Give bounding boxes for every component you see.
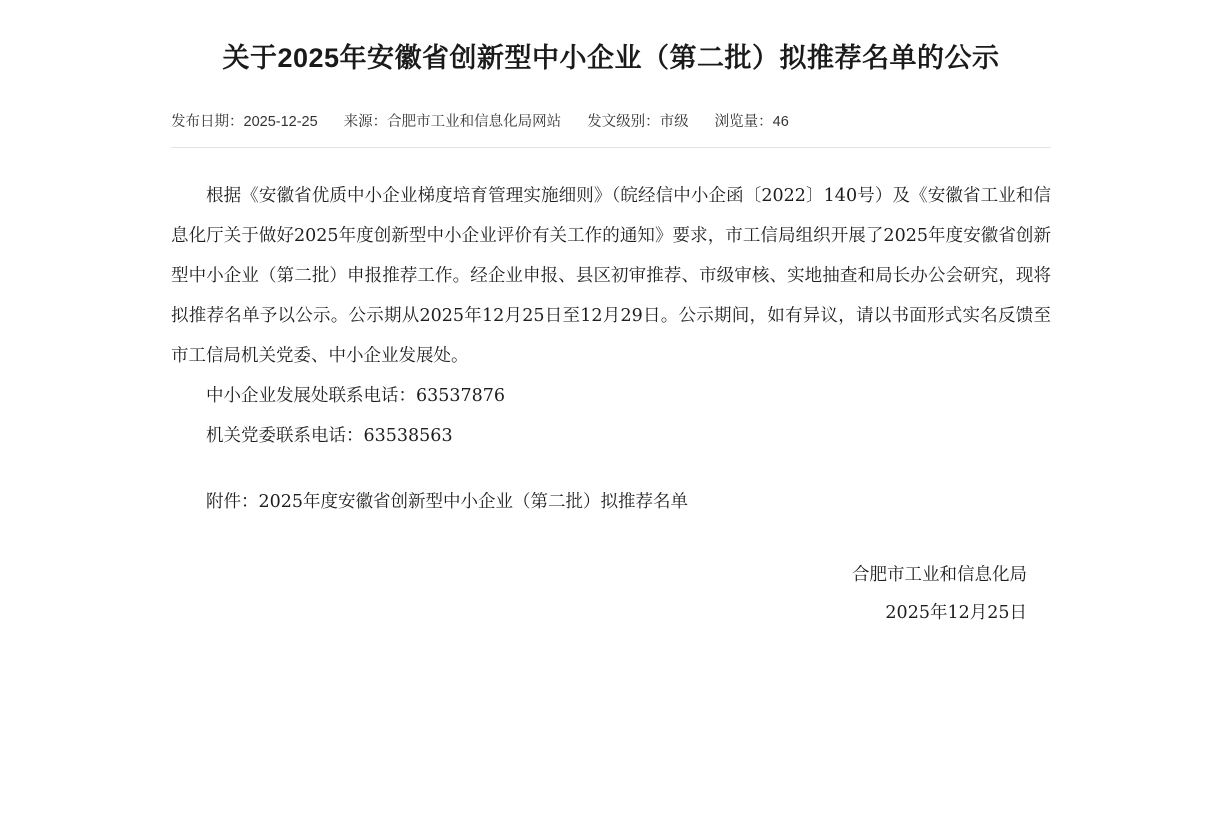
signature-date: 2025年12月25日 <box>885 603 1027 623</box>
meta-source <box>344 110 562 131</box>
signature-block <box>171 556 1051 632</box>
body-paragraph-3: 机关党委联系电话：63538563 <box>206 426 453 446</box>
meta-views-value: 46 <box>772 114 789 130</box>
article-container <box>171 0 1051 632</box>
article-body <box>171 176 1051 522</box>
attachment-line: 附件：2025年度安徽省创新型中小企业（第二批）拟推荐名单 <box>206 492 689 512</box>
meta-source-label: 来源： <box>343 114 388 130</box>
meta-source-value: 合肥市工业和信息化局网站 <box>387 114 562 130</box>
article-meta <box>171 110 1051 148</box>
meta-publish-date-value: 2025-12-25 <box>243 114 318 130</box>
body-paragraph-1: 根据《安徽省优质中小企业梯度培育管理实施细则》（皖经信中小企函〔2022〕140号）及《安徽省工业和信息化厅关于做好2025年度创新型中小企业评价有关工作的通知》要求，市工信局组织开展了2025年度安徽省创新型中小企业（第二批）申报推荐工作。经企业申报、县区初审推荐、市级审核、实地抽查和局长办公会研究，现将拟推荐名单予以公示。公示期从2025年12月25日至12月29日。公示期间，如有异议，请以书面形式实名反馈至市工信局机关党委、中小企业发展处。 <box>171 186 1051 366</box>
meta-level <box>587 110 689 131</box>
meta-level-value: 市级 <box>659 114 689 130</box>
meta-views <box>715 110 789 131</box>
body-paragraph-2: 中小企业发展处联系电话：63537876 <box>206 386 506 406</box>
page-title: 关于2025年安徽省创新型中小企业（第二批）拟推荐名单的公示 <box>222 43 1000 73</box>
signature-organization: 合肥市工业和信息化局 <box>852 565 1027 585</box>
meta-publish-date <box>171 110 318 131</box>
meta-views-label: 浏览量： <box>714 114 773 130</box>
meta-publish-date-label: 发布日期： <box>171 114 244 130</box>
body-spacer <box>171 456 1051 482</box>
meta-level-label: 发文级别： <box>587 114 660 130</box>
